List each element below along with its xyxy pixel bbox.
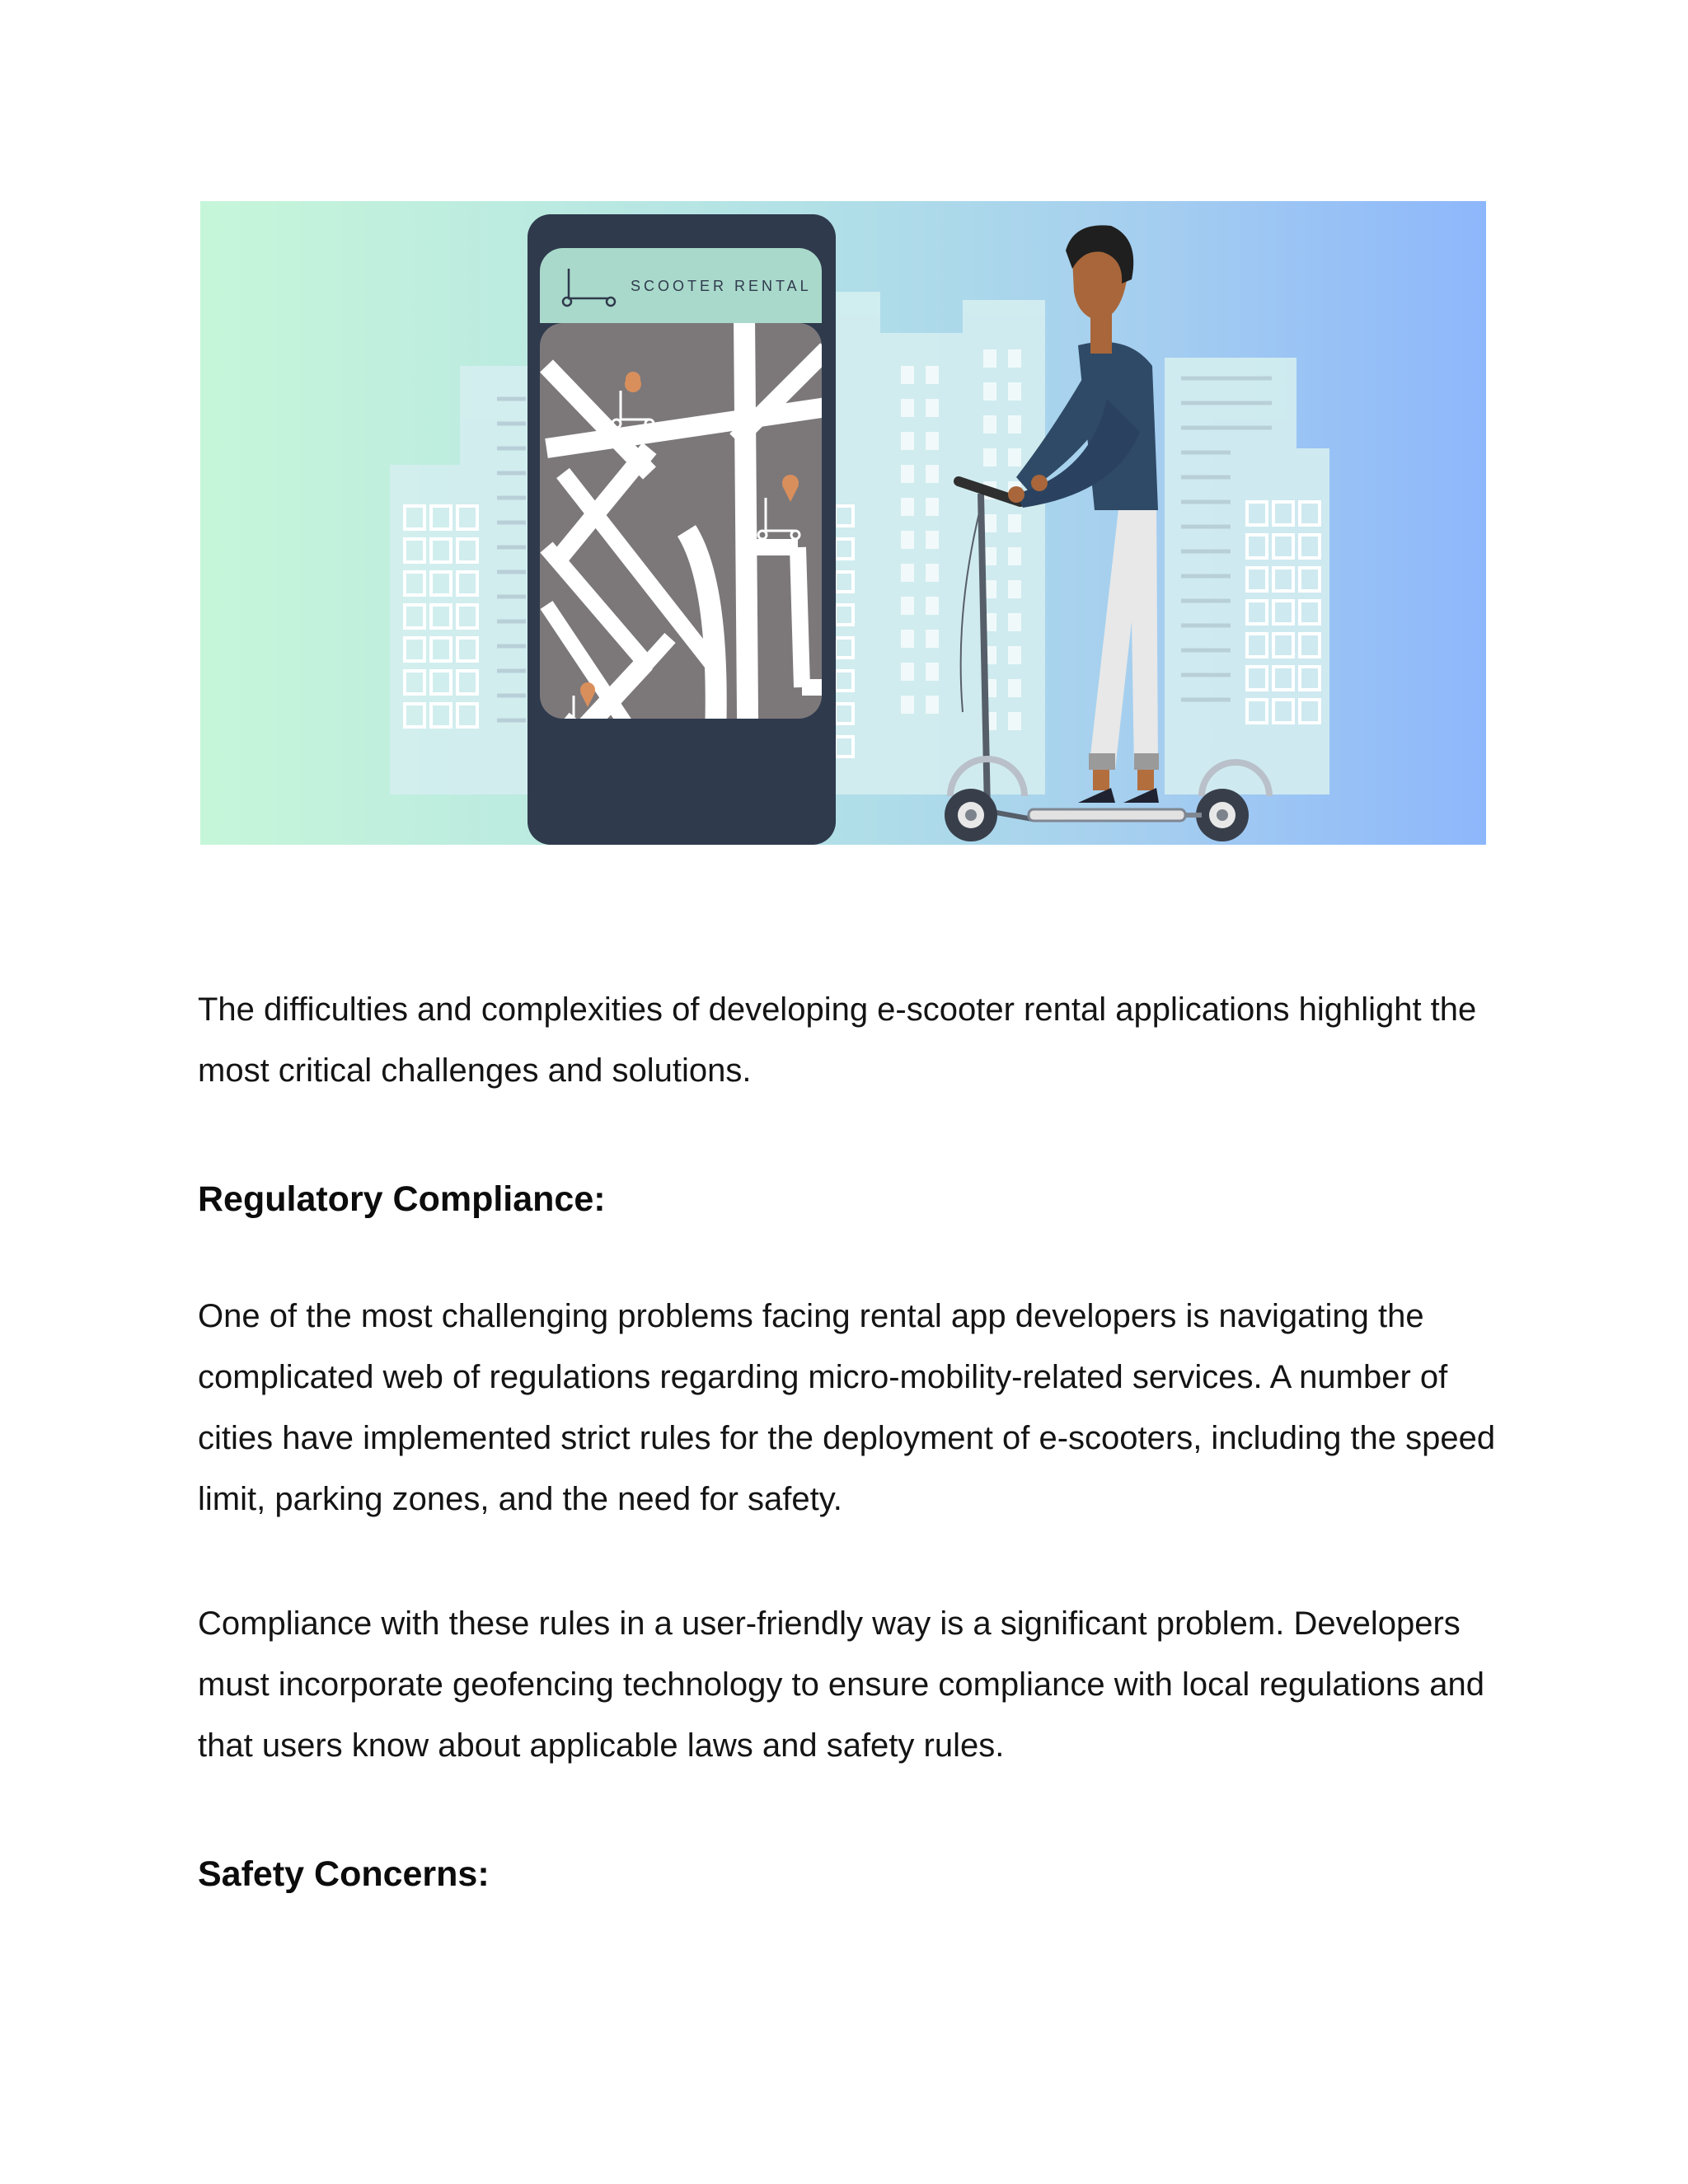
intro-paragraph: The difficulties and complexities of developing e-scooter rental applications highlight the most critical challenges and solutions.	[198, 991, 1477, 1089]
scooter-rental-illustration	[200, 201, 1486, 845]
section-heading-regulatory-compliance: Regulatory Compliance:	[198, 1179, 606, 1219]
regulatory-paragraph-1: One of the most challenging problems facing rental app developers is navigating the complicated web of regulations regarding micro-mobility-related services. A number of cities have implemented strict rules for the deployment of e-scooters, including the speed limit, parking zones, and the need for safety.	[198, 1298, 1496, 1517]
phone-mockup	[528, 214, 836, 845]
hero-illustration	[200, 201, 1486, 845]
regulatory-paragraph-2: Compliance with these rules in a user-friendly way is a significant problem. Developers must incorporate geofencing technology to ensure compliance with local regulations and that users know about applicable laws and safety rules.	[198, 1605, 1484, 1764]
section-heading-safety-concerns: Safety Concerns:	[198, 1854, 490, 1894]
app-label: SCOOTER RENTAL	[631, 278, 812, 294]
